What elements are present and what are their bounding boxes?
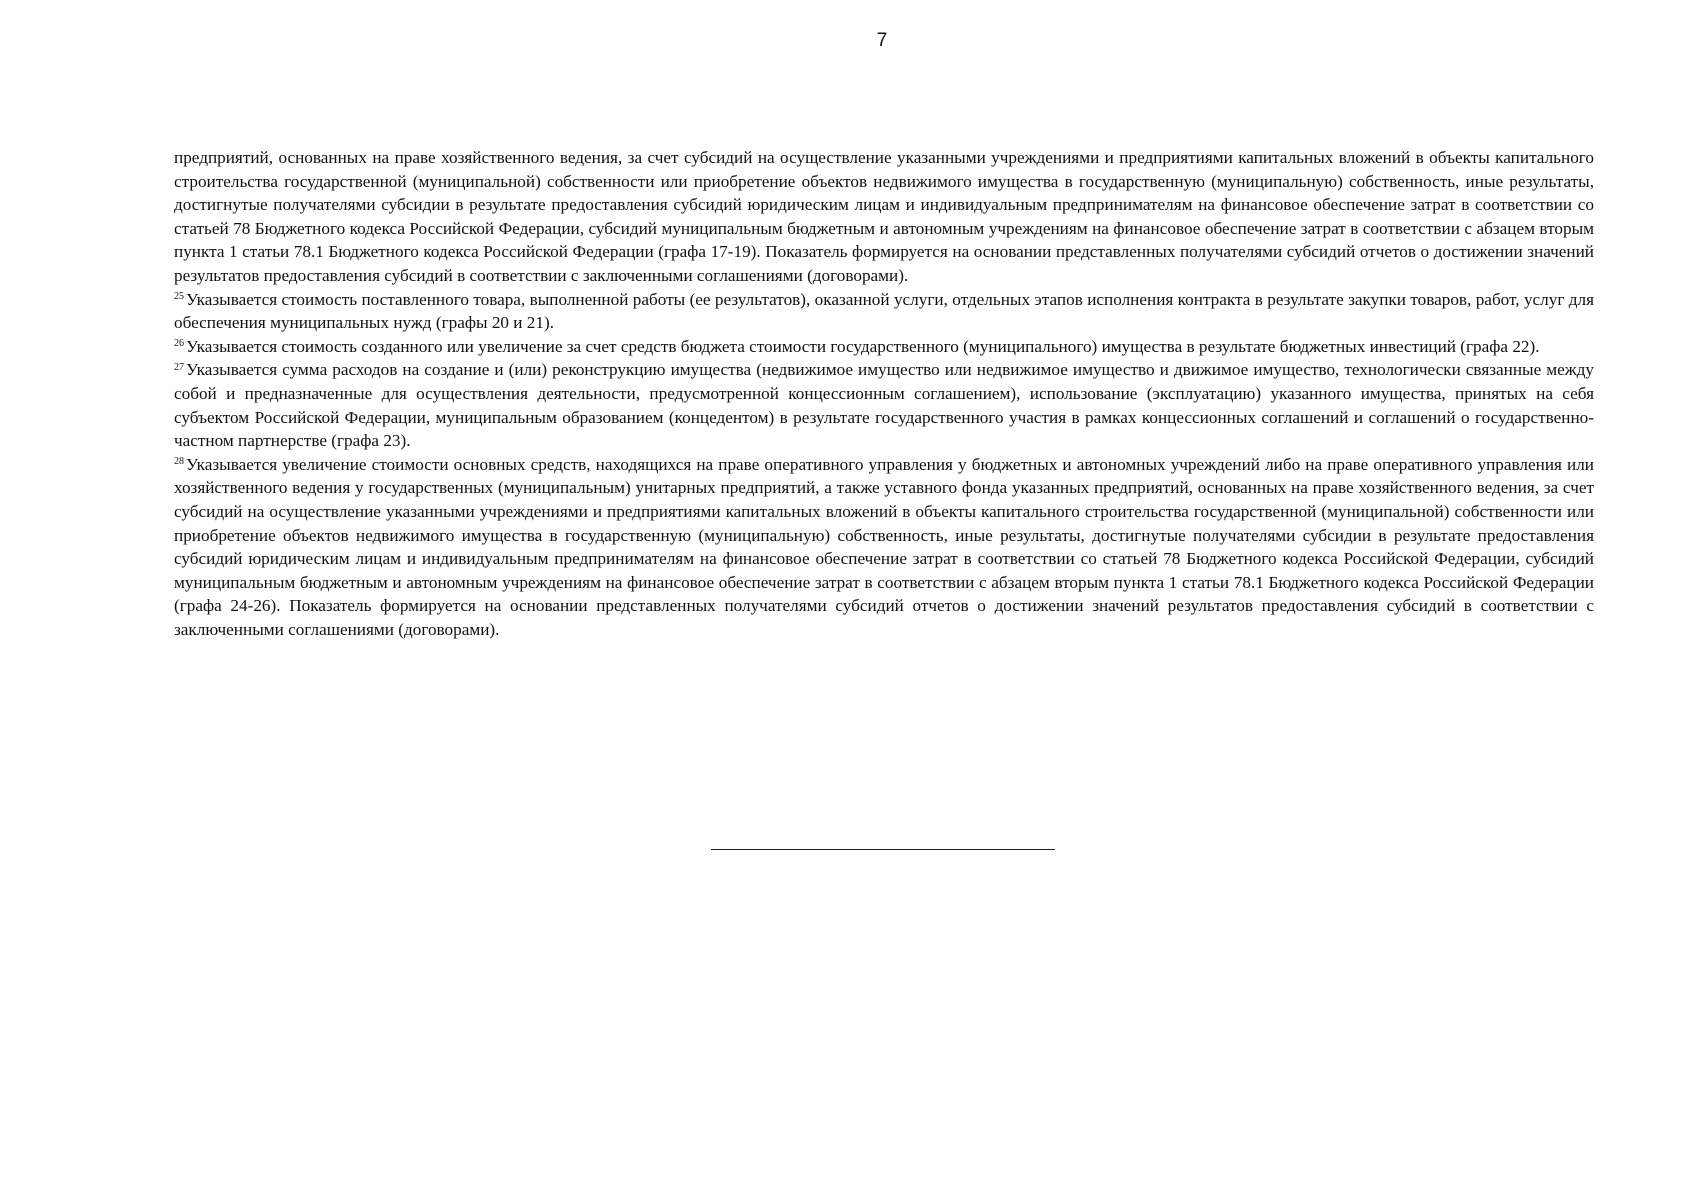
footnote-text: Указывается стоимость созданного или увеличение за счет средств бюджета стоимости государственного (муниципального) имущества в результате бюджетных инвестиций (графа 22).: [186, 336, 1540, 356]
footnote-25: [174, 288, 1594, 335]
footnote-27: [174, 358, 1594, 452]
footnote-marker: 27: [174, 361, 184, 373]
footnote-26: [174, 335, 1594, 359]
document-end-rule: [711, 849, 1055, 850]
footnote-28: [174, 453, 1594, 642]
footnote-text: Указывается увеличение стоимости основных средств, находящихся на праве оперативного управления у бюджетных и автономных учреждений либо на праве оперативного управления или хозяйственного ведения у государственных (муниципальным) унитарных предприятий, а также уставного фонда указанных предприятий, основанных на праве хозяйственного ведения, за счет субсидий на осуществление указанными учреждениями и предприятиями капитальных вложений в объекты капитального строительства государственной (муниципальной) собственности или приобретение объектов недвижимого имущества в государственную (муниципальную) собственность, иные результаты, достигнутые получателями субсидии в результате предоставления субсидий юридическим лицам и индивидуальным предпринимателям на финансовое обеспечение затрат в соответствии со статьей 78 Бюджетного кодекса Российской Федерации, субсидий муниципальным бюджетным и автономным учреждениям на финансовое обеспечение затрат в соответствии с абзацем вторым пункта 1 статьи 78.1 Бюджетного кодекса Российской Федерации (графа 24-26). Показатель формируется на основании представленных получателями субсидий отчетов о достижении значений результатов предоставления субсидий в соответствии с заключенными соглашениями (договорами).: [174, 454, 1594, 639]
footnote-marker: 25: [174, 291, 184, 303]
footnote-text: Указывается стоимость поставленного товара, выполненной работы (ее результатов), оказанной услуги, отдельных этапов исполнения контракта в результате закупки товаров, работ, услуг для обеспечения муниципальных нужд (графы 20 и 21).: [174, 289, 1594, 333]
page-number: 7: [876, 30, 888, 51]
footnote-marker: 26: [174, 338, 184, 350]
footnotes-block: [174, 146, 1594, 641]
footnote-marker: 28: [174, 456, 184, 468]
footnote-text: Указывается сумма расходов на создание и (или) реконструкцию имущества (недвижимое имущество или недвижимое имущество и движимое имущество, технологически связанные между собой и предназначенные для осуществления деятельности, предусмотренной концессионным соглашением), использование (эксплуатацию) указанного имущества, принятых на себя субъектом Российской Федерации, муниципальным образованием (концедентом) в результате государственного участия в рамках концессионных соглашений и соглашений о государственно-частном партнерстве (графа 23).: [174, 360, 1594, 451]
continuation-paragraph: предприятий, основанных на праве хозяйственного ведения, за счет субсидий на осуществление указанными учреждениями и предприятиями капитальных вложений в объекты капитального строительства государственной (муниципальной) собственности или приобретение объектов недвижимого имущества в государственную (муниципальную) собственность, иные результаты, достигнутые получателями субсидии в результате предоставления субсидий юридическим лицам и индивидуальным предпринимателям на финансовое обеспечение затрат в соответствии со статьей 78 Бюджетного кодекса Российской Федерации, субсидий муниципальным бюджетным и автономным учреждениям на финансовое обеспечение затрат в соответствии с абзацем вторым пункта 1 статьи 78.1 Бюджетного кодекса Российской Федерации (графа 17-19). Показатель формируется на основании представленных получателями субсидий отчетов о достижении значений результатов предоставления субсидий в соответствии с заключенными соглашениями (договорами).: [174, 148, 1594, 285]
